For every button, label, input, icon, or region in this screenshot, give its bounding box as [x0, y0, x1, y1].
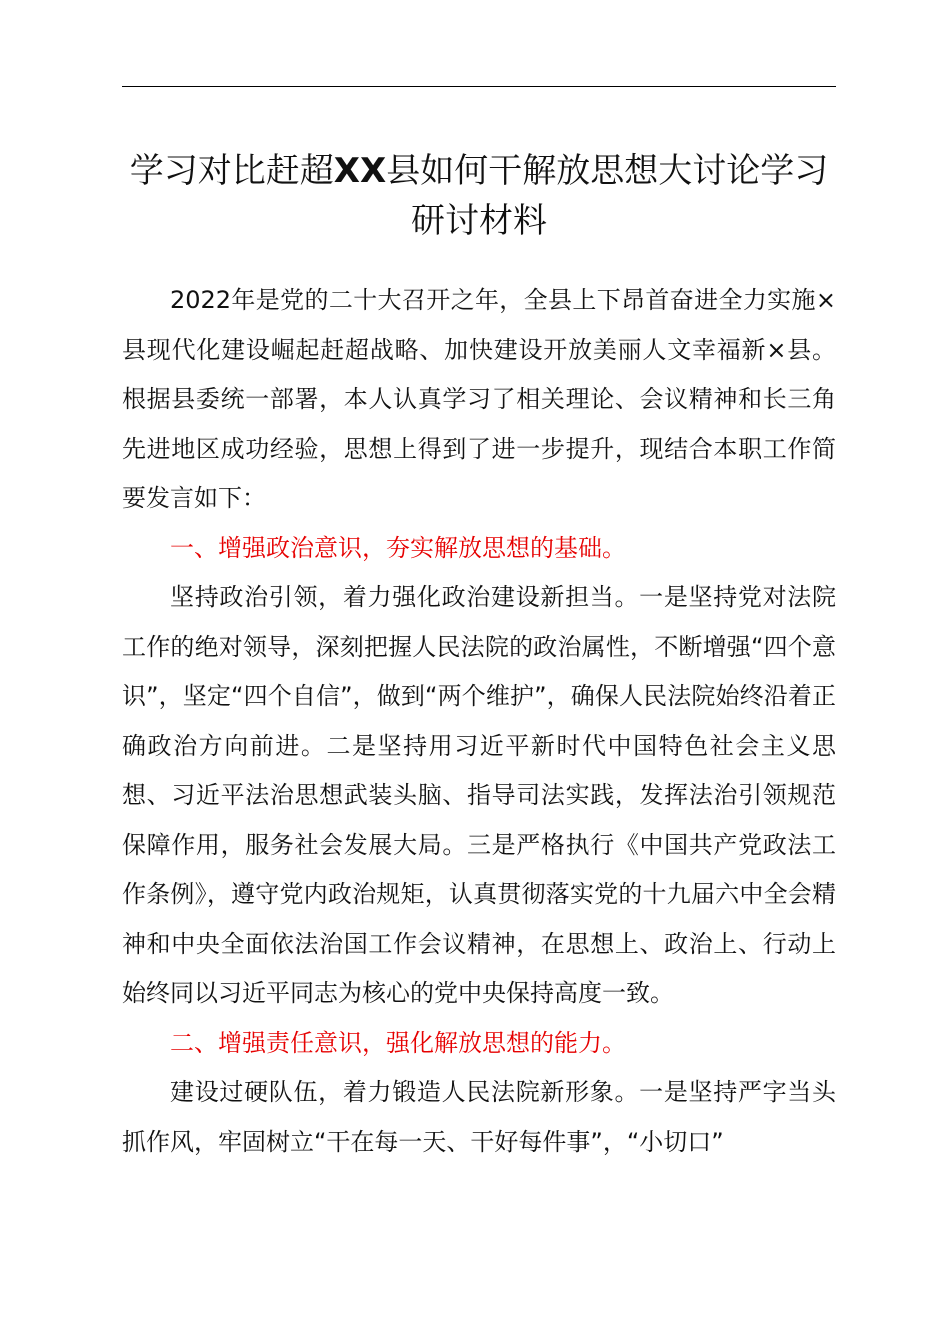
title-part-1: 学习对比赶超 [129, 151, 334, 191]
section-2-paragraph: 建设过硬队伍，着力锻造人民法院新形象。一是坚持严字当头抓作风，牢固树立“干在每一天、干好每件事”，“小切口” [122, 1078, 836, 1156]
title-part-2: 县如何干解放思想大讨论学习研讨材料 [386, 151, 829, 241]
document-title [122, 146, 836, 246]
top-rule [122, 86, 836, 87]
title-placeholder-xx: XX [333, 151, 387, 191]
section-heading-2: 二、增强责任意识，强化解放思想的能力。 [170, 1028, 626, 1057]
document-body [122, 276, 836, 1167]
section-heading-1: 一、增强政治意识，夯实解放思想的基础。 [170, 533, 626, 562]
section-1-paragraph: 坚持政治引领，着力强化政治建设新担当。一是坚持党对法院工作的绝对领导，深刻把握人民法院的政治属性，不断增强“四个意识”，坚定“四个自信”，做到“两个维护”，确保人民法院始终沿着正确政治方向前进。二是坚持用习近平新时代中国特色社会主义思想、习近平法治思想武装头脑、指导司法实践，发挥法治引领规范保障作用，服务社会发展大局。三是严格执行《中国共产党政法工作条例》，遵守党内政治规矩，认真贯彻落实党的十九届六中全会精神和中央全面依法治国工作会议精神，在思想上、政治上、行动上始终同以习近平同志为核心的党中央保持高度一致。 [122, 583, 836, 1007]
intro-paragraph: 2022年是党的二十大召开之年，全县上下昂首奋进全力实施×县现代化建设崛起赶超战略、加快建设开放美丽人文幸福新×县。根据县委统一部署，本人认真学习了相关理论、会议精神和长三角先进地区成功经验，思想上得到了进一步提升，现结合本职工作简要发言如下： [122, 286, 836, 512]
